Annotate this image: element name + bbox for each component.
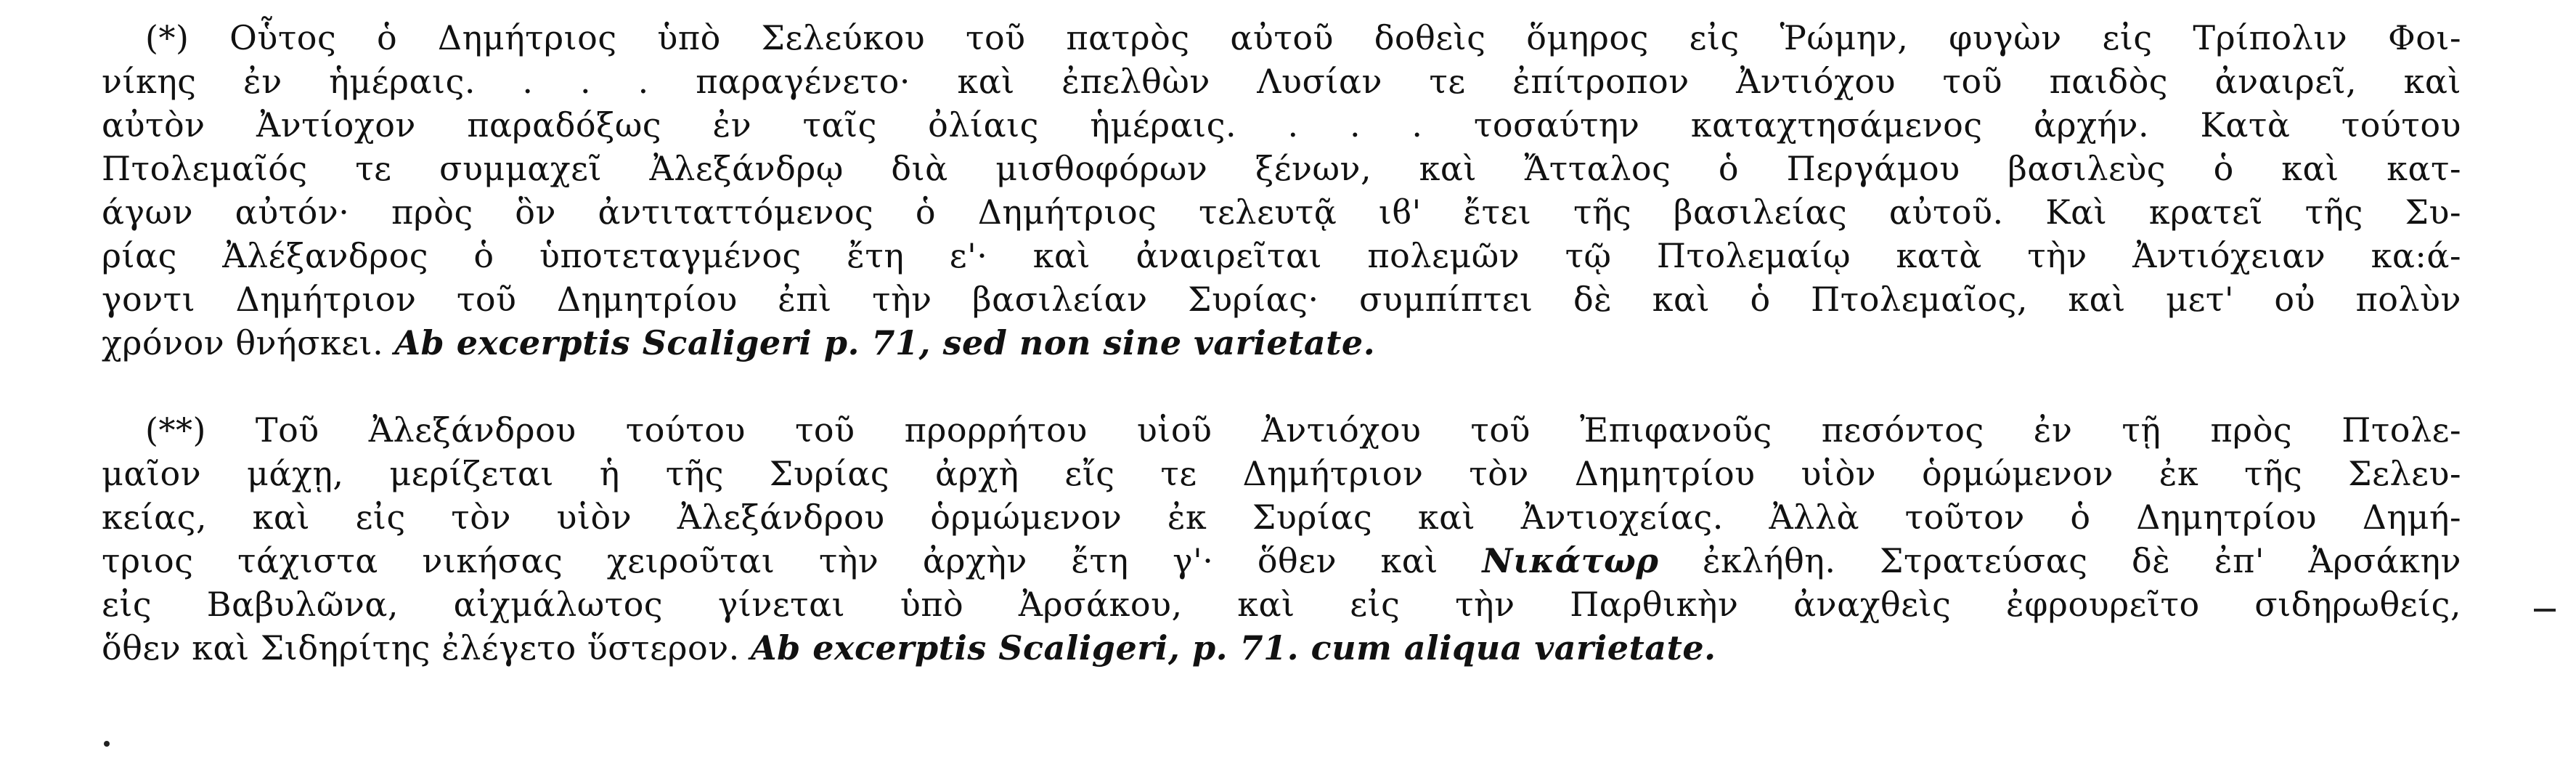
text-line <box>102 539 2461 583</box>
text-segment: ὅθεν καὶ Σιδηρίτης ἐλέγετο ὕστερον. <box>102 628 751 668</box>
text-segment: ρίας Ἀλέξανδρος ὁ ὑποτεταγμένος ἔτη ε'· καὶ ἀναιρεῖται πολεμῶν τῷ Πτολεμαίῳ κατὰ τὴν Ἀντιόχειαν κα:ά- <box>102 236 2461 275</box>
text-segment: γοντι Δημήτριον τοῦ Δημητρίου ἐπὶ τὴν βασιλείαν Συρίας· συμπίπτει δὲ καὶ ὁ Πτολεμαῖος, καὶ μετ' οὐ πολὺν <box>102 280 2461 319</box>
text-line <box>102 234 2461 277</box>
text-line <box>145 16 2461 60</box>
text-line <box>102 277 2461 321</box>
text-segment: χρόνον θνήσκει. <box>102 323 395 362</box>
text-segment: (**) Τοῦ Ἀλεξάνδρου τούτου τοῦ προρρήτου υἱοῦ Ἀντιόχου τοῦ Ἐπιφανοῦς πεσόντος ἐν τῇ πρὸς Πτολε- <box>145 410 2461 450</box>
text-segment: άγων αὐτόν· πρὸς ὃν ἀντιταττόμενος ὁ Δημήτριος τελευτᾷ ιϐ' ἔτει τῆς βασιλείας αὐτοῦ. Καὶ κρατεῖ τῆς Συ- <box>102 192 2461 232</box>
text-segment: αὐτὸν Ἀντίοχον παραδόξως ἐν ταῖς ὀλίαις ἡμέραις. . . . τοσαύτην καταχτησάμενος ἀρχήν. Κατὰ τούτου <box>102 105 2461 145</box>
text-line <box>145 408 2461 452</box>
italic-citation: Ab excerptis Scaligeri p. 71, sed non sine varietate. <box>394 323 1376 362</box>
text-line <box>102 452 2461 495</box>
text-segment: ἐκλήθη. Στρατεύσας δὲ ἐπ' Ἀρσάκην <box>1658 541 2461 580</box>
text-line <box>102 583 2461 626</box>
text-line <box>102 60 2461 103</box>
text-segment: μαῖον μάχῃ, μερίζεται ἡ τῆς Συρίας ἀρχὴ εἴς τε Δημήτριον τὸν Δημητρίου υἱὸν ὁρμώμενον ἐκ τῆς Σελευ- <box>102 454 2461 493</box>
text-line <box>102 626 2461 670</box>
text-segment: κείας, καὶ εἰς τὸν υἱὸν Ἀλεξάνδρου ὁρμώμενον ἐκ Συρίας καὶ Ἀντιοχείας. Ἀλλὰ τοῦτον ὁ Δημητρίου Δημή- <box>102 498 2461 537</box>
margin-dash <box>2534 609 2556 612</box>
text-segment: τριος τάχιστα νικήσας χειροῦται τὴν ἀρχὴν ἔτη γ'· ὅθεν καὶ <box>102 541 1483 580</box>
margin-dot <box>104 741 110 747</box>
text-segment: εἰς Βαβυλῶνα, αἰχμάλωτος γίνεται ὑπὸ Ἀρσάκου, καὶ εἰς τὴν Παρθικὴν ἀναχθεὶς ἐφρουρεῖτο σιδηρωθείς, <box>102 585 2461 624</box>
text-line <box>102 321 2461 365</box>
text-segment: Πτολεμαῖός τε συμμαχεῖ Ἀλεξάνδρῳ διὰ μισθοφόρων ξένων, καὶ Ἄτταλος ὁ Περγάμου βασιλεὺς ὁ καὶ κατ- <box>102 149 2461 188</box>
italic-citation: Ab excerptis Scaligeri, p. 71. cum aliqua varietate. <box>750 628 1716 668</box>
text-segment: (*) Οὗτος ὁ Δημήτριος ὑπὸ Σελεύκου τοῦ πατρὸς αὐτοῦ δοθεὶς ὅμηρος εἰς Ῥώμην, φυγὼν εἰς Τρίπολιν Φοι- <box>145 18 2461 57</box>
text-segment: νίκης ἐν ἡμέραις. . . . παραγένετο· καὶ ἐπελθὼν Λυσίαν τε ἐπίτροπον Ἀντιόχου τοῦ παιδὸς ἀναιρεῖ, καὶ <box>102 62 2461 101</box>
text-line <box>102 495 2461 539</box>
text-line <box>102 147 2461 190</box>
text-line <box>102 103 2461 147</box>
text-line <box>102 190 2461 234</box>
italic-citation: Νικάτωρ <box>1482 541 1659 580</box>
